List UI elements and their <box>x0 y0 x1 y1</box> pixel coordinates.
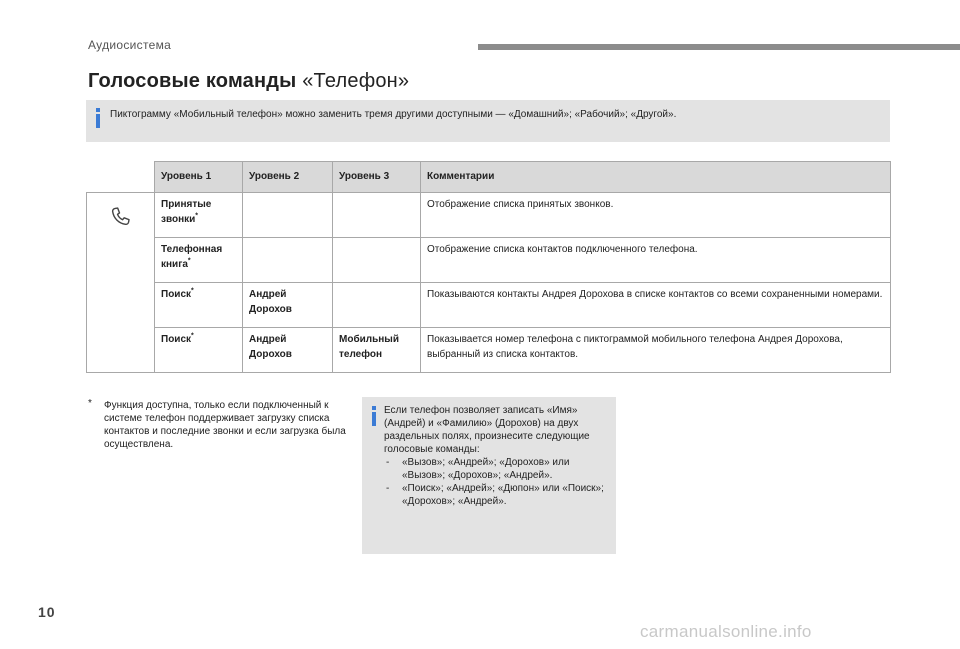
row-3-level2: Андрей Дорохов <box>243 283 333 328</box>
row-1-comment: Отображение списка принятых звонков. <box>421 193 891 238</box>
list-item-text: «Поиск»; «Андрей»; «Дюпон» или «Поиск»; «Дорохов»; «Андрей». <box>402 483 604 507</box>
info-banner <box>86 100 890 142</box>
column-header-level2: Уровень 2 <box>243 162 333 193</box>
tip-command-list <box>384 456 606 508</box>
row-2-level2 <box>243 238 333 283</box>
row-3-asterisk: * <box>191 287 194 295</box>
page-title-quoted: «Телефон» <box>302 70 410 92</box>
row-1-level2 <box>243 193 333 238</box>
page-title-main: Голосовые команды <box>88 70 297 92</box>
row-4-comment: Показывается номер телефона с пиктограммой мобильного телефона Андрея Дорохова, выбранный из списка контактов. <box>421 328 891 373</box>
row-2-level1 <box>155 238 243 283</box>
table-row <box>87 193 891 238</box>
row-4-level1-label: Поиск <box>161 334 192 345</box>
row-3-level3 <box>333 283 421 328</box>
row-3-level1 <box>155 283 243 328</box>
table-row <box>87 328 891 373</box>
row-1-level1-label: Принятые звонки <box>161 199 212 225</box>
list-item <box>384 456 606 482</box>
row-2-asterisk: * <box>187 257 191 265</box>
header-rule <box>478 44 960 50</box>
info-banner-text: Пиктограмму «Мобильный телефон» можно заменить тремя другими доступными — «Домашний»; «Рабочий»; «Другой». <box>110 109 677 120</box>
row-1-level3 <box>333 193 421 238</box>
column-header-level3: Уровень 3 <box>333 162 421 193</box>
list-dash: - <box>386 457 390 468</box>
row-2-level3 <box>333 238 421 283</box>
tip-intro: Если телефон позволяет записать «Имя» (Андрей) и «Фамилию» (Дорохов) на двух раздельных полях, произнесите следующие голосовые команды: <box>384 405 590 455</box>
watermark: carmanualsonline.info <box>640 622 812 641</box>
column-header-comments: Комментарии <box>421 162 891 193</box>
page-number: 10 <box>38 604 56 620</box>
footnote-mark: * <box>88 398 92 409</box>
tip-box <box>362 397 616 554</box>
footnote-text: Функция доступна, только если подключенный к системе телефон поддерживает загрузку списка контактов и последние звонки и если загрузка была осуществлена. <box>104 400 346 450</box>
voice-commands-table <box>86 161 891 373</box>
row-3-level1-label: Поиск <box>161 289 192 300</box>
phone-handset-icon <box>108 223 134 234</box>
list-item-text: «Вызов»; «Андрей»; «Дорохов» или «Вызов»; «Дорохов»; «Андрей». <box>402 457 570 481</box>
row-2-level1-label: Телефонная книга <box>161 244 223 270</box>
row-1-level1 <box>155 193 243 238</box>
row-2-comment: Отображение списка контактов подключенного телефона. <box>421 238 891 283</box>
table-header-icon-spacer <box>87 162 155 193</box>
table-icon-cell <box>87 193 155 373</box>
table-row <box>87 283 891 328</box>
table-header-row <box>87 162 891 193</box>
table-row <box>87 238 891 283</box>
row-4-level1 <box>155 328 243 373</box>
footnote <box>88 399 348 451</box>
list-dash: - <box>386 483 390 494</box>
row-1-asterisk: * <box>195 212 199 220</box>
row-3-comment: Показываются контакты Андрея Дорохова в списке контактов со всеми сохраненными номерами. <box>421 283 891 328</box>
section-label: Аудиосистема <box>88 38 172 52</box>
list-item <box>384 482 606 508</box>
column-header-level1: Уровень 1 <box>155 162 243 193</box>
row-4-level3: Мобильный телефон <box>333 328 421 373</box>
row-4-level2: Андрей Дорохов <box>243 328 333 373</box>
page-title <box>88 70 409 93</box>
row-4-asterisk: * <box>191 332 194 340</box>
